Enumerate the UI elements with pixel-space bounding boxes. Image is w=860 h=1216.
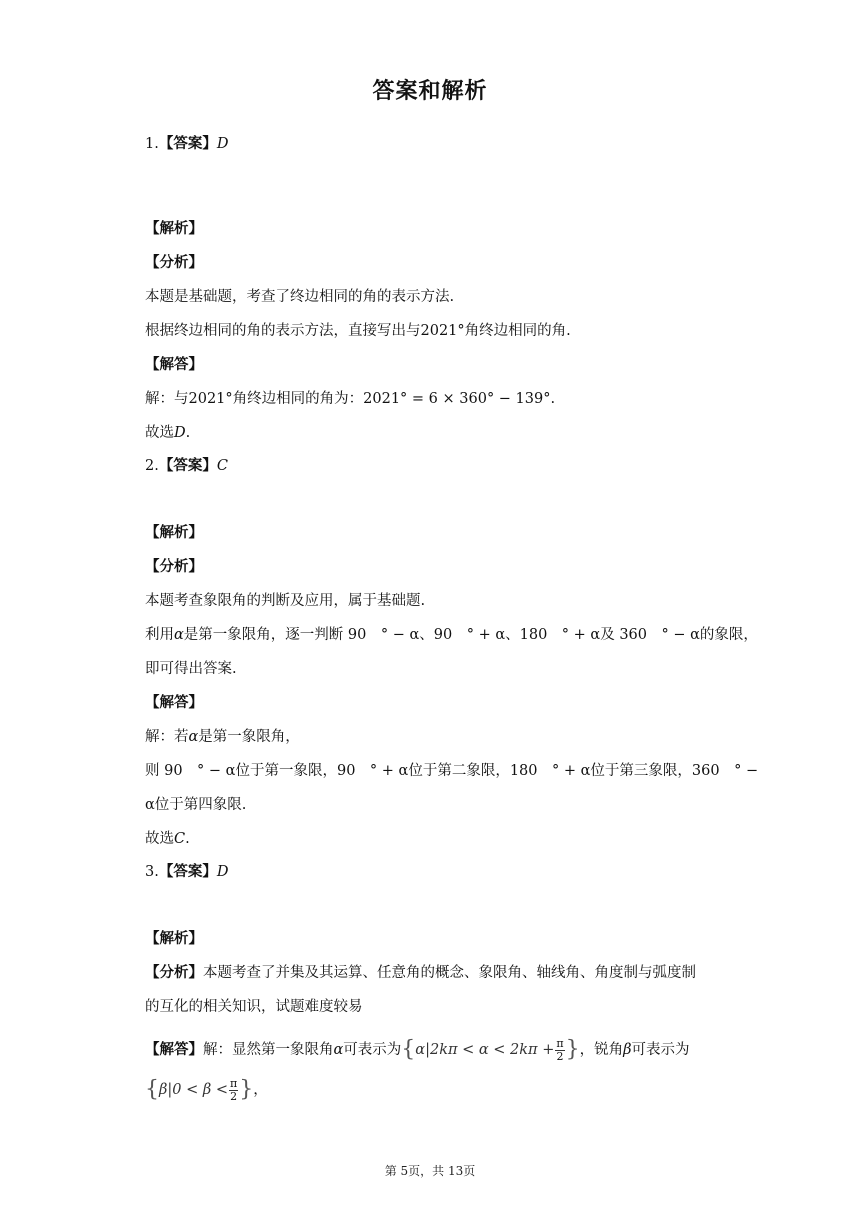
q1-jieda-math: 2021° = 6 × 360° − 139°. (363, 391, 556, 407)
q1-jieda-text: 解：与2021°角终边相同的角为： (145, 391, 364, 407)
q3-answer-tag: 【答案】 (158, 863, 217, 880)
q3-answer-line (145, 862, 725, 882)
q3-fenxi-line2: 的互化的相关知识，试题难度较易 (145, 999, 363, 1015)
q2-number: 2. (145, 458, 159, 474)
q2-jieda-l1c: 是第一象限角， (198, 729, 300, 745)
q3-set2: β|0 < β < (159, 1082, 229, 1098)
q1-fenxi: 【分析】 (145, 254, 203, 271)
q2-answer-line (145, 456, 725, 476)
q1-guxuan-ans: D (174, 425, 186, 441)
q3-jieda-tag: 【解答】 (145, 1041, 203, 1058)
q2-fenxi-line1: 本题考查象限角的判断及应用，属于基础题. (145, 593, 426, 609)
q2-jiexi: 【解析】 (145, 524, 203, 541)
q1-jiexi: 【解析】 (145, 220, 203, 237)
q2-jieda-l1a: 解：若 (145, 729, 189, 745)
q3-jieda-line1: 【解答】解：显然第一象限角α可表示为{α|2kπ < α < 2kπ + $\frac{\pi}{2}$ }，锐角β可表示为 (145, 1036, 690, 1063)
q2-fenxi-line3: 即可得出答案. (145, 661, 237, 677)
q2-fenxi: 【分析】 (145, 558, 203, 575)
q2-guxuan-pre: 故选 (145, 831, 174, 847)
q3-answer: D (216, 864, 229, 880)
q2-guxuan (145, 829, 725, 849)
q2-jieda-line1 (145, 727, 725, 747)
page-title: 答案和解析 (372, 79, 488, 104)
q3-jieda-l1c: 可表示为 (343, 1042, 402, 1058)
q3-number: 3. (145, 864, 159, 880)
q2-guxuan-post: . (185, 831, 190, 847)
q2-answer-tag: 【答案】 (158, 457, 217, 474)
q3-jieda-l2-end: ， (253, 1082, 268, 1098)
q2-fenxi-l2a: 利用 (145, 627, 174, 643)
q3-jieda-beta: β (623, 1042, 632, 1058)
q1-guxuan (145, 423, 725, 443)
q2-jieda-line3: α位于第四象限. (145, 797, 247, 813)
q3-jieda-l1a: 解：显然第一象限角 (203, 1042, 334, 1058)
q2-fenxi-alpha: α (174, 627, 184, 643)
q1-answer-tag: 【答案】 (158, 135, 217, 152)
q3-fenxi-text: 本题考查了并集及其运算、任意角的概念、象限角、轴线角、角度制与弧度制 (203, 965, 696, 981)
q1-number: 1. (145, 136, 159, 152)
q1-answer: D (216, 136, 229, 152)
q2-guxuan-ans: C (174, 831, 186, 847)
q2-fenxi-l2c: 是第一象限角，逐一判断 90 ° − α、90 ° + α、180 ° + α及 360 ° − α的象限， (183, 627, 758, 643)
page-footer: 第 5页，共 13页 (384, 1164, 476, 1178)
q2-jieda-line2: 则 90 ° − α位于第一象限，90 ° + α位于第二象限，180 ° + α位于第三象限，360 ° − (145, 763, 759, 779)
q3-fenxi-tag: 【分析】 (145, 964, 203, 981)
q1-jieda-line1 (145, 389, 725, 409)
q2-answer: C (216, 458, 228, 474)
q3-jieda-alpha: α (333, 1042, 344, 1058)
q1-guxuan-pre: 故选 (145, 425, 174, 441)
q3-set1-frac: $\frac{\pi}{2}$ (556, 1036, 564, 1063)
q1-answer-line (145, 134, 725, 154)
q3-set2-frac: $\frac{\pi}{2}$ (230, 1076, 238, 1103)
q3-jieda-l1f: 可表示为 (631, 1042, 690, 1058)
q3-jiexi: 【解析】 (145, 930, 203, 947)
q2-jieda: 【解答】 (145, 694, 203, 711)
q3-jieda-line2: {β|0 < β < $\frac{\pi}{2}$ }， (145, 1076, 268, 1103)
q1-jieda: 【解答】 (145, 356, 203, 373)
q2-jieda-alpha: α (188, 729, 199, 745)
q3-set1: α|2kπ < α < 2kπ + (415, 1042, 555, 1058)
q1-guxuan-post: . (185, 425, 191, 441)
q3-fenxi-line1 (145, 963, 725, 983)
q3-jieda-l1d: ，锐角 (579, 1042, 624, 1058)
q2-fenxi-line2 (145, 625, 758, 645)
q1-fenxi-line2: 根据终边相同的角的表示方法，直接写出与2021°角终边相同的角. (145, 323, 571, 339)
q1-fenxi-line1: 本题是基础题，考查了终边相同的角的表示方法. (145, 289, 455, 305)
